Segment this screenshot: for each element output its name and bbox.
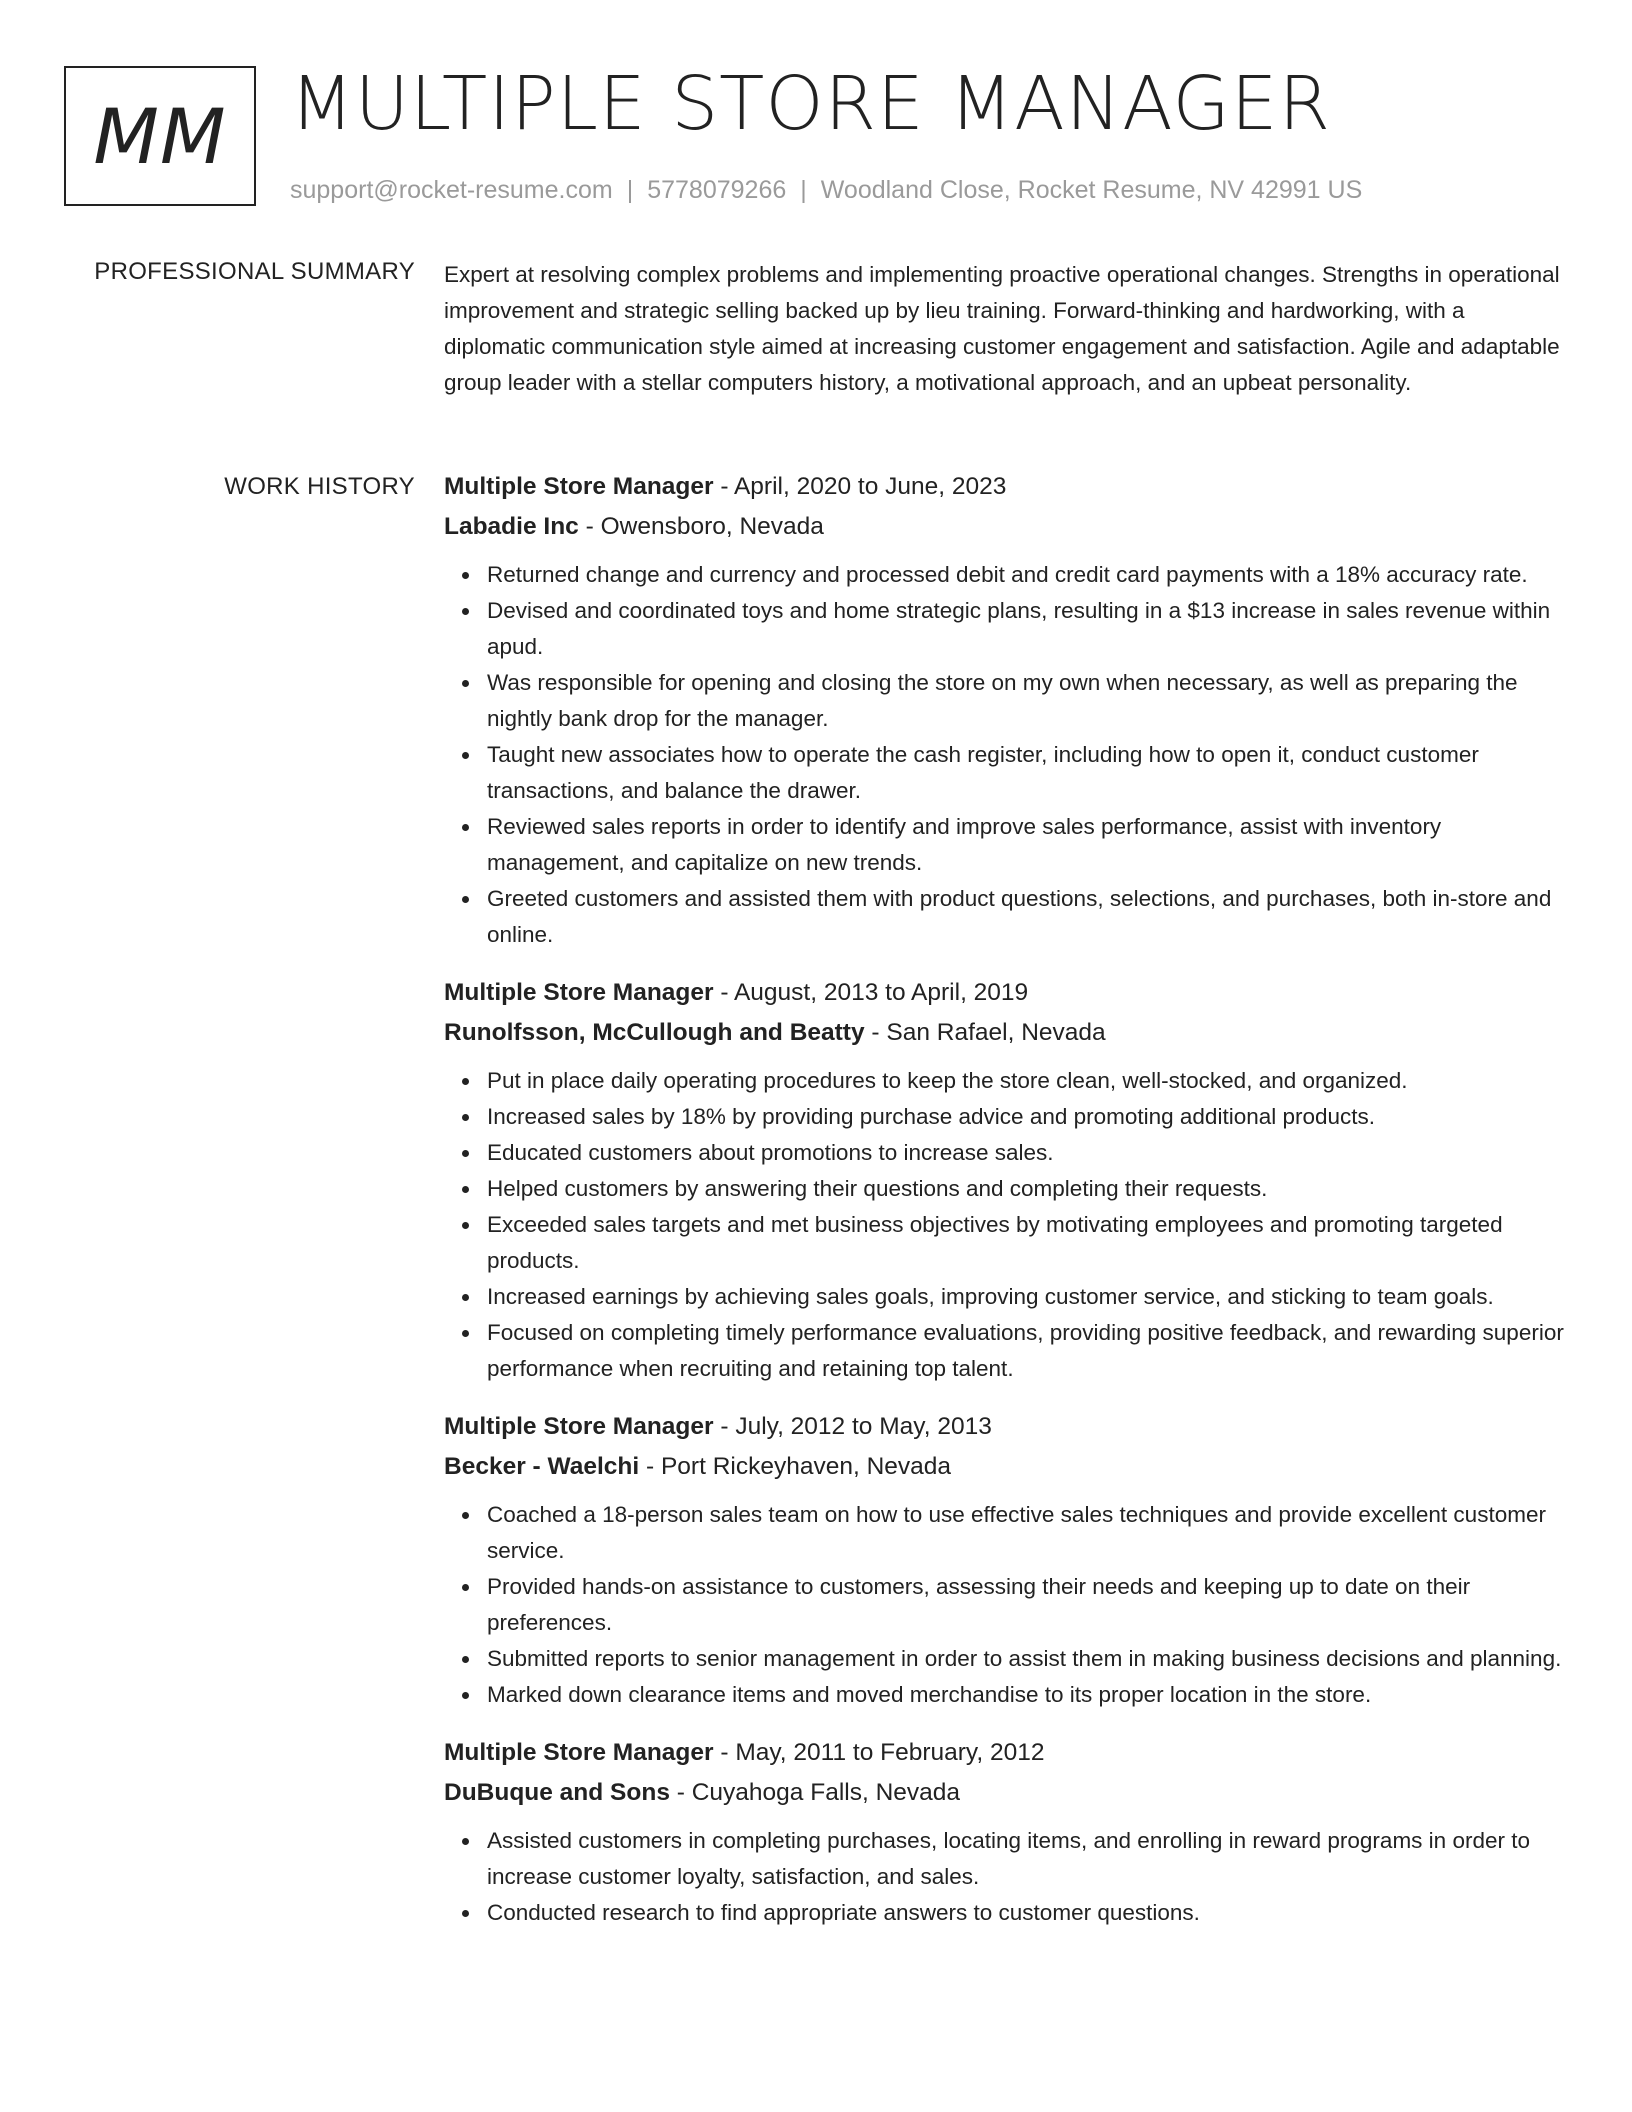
job-entry xyxy=(444,973,1564,1387)
job-bullet-list xyxy=(444,1823,1564,1931)
job-bullet: Provided hands-on assistance to customers, assessing their needs and keeping up to date on their preferences. xyxy=(487,1569,1564,1641)
job-title-line xyxy=(444,1407,1564,1447)
job-bullet: Educated customers about promotions to increase sales. xyxy=(487,1135,1564,1171)
job-company: Labadie Inc xyxy=(444,513,579,540)
contact-phone[interactable]: 5778079266 xyxy=(647,176,787,204)
job-title: Multiple Store Manager xyxy=(444,1739,714,1766)
job-location: - Cuyahoga Falls, Nevada xyxy=(669,1779,961,1806)
job-dates: - July, 2012 to May, 2013 xyxy=(713,1413,992,1440)
job-bullet: Exceeded sales targets and met business objectives by motivating employees and promoting targeted products. xyxy=(487,1207,1564,1279)
job-entry xyxy=(444,1733,1564,1931)
job-location: - Port Rickeyhaven, Nevada xyxy=(639,1453,952,1480)
section-label-summary: PROFESSIONAL SUMMARY xyxy=(94,258,415,285)
job-dates: - August, 2013 to April, 2019 xyxy=(713,979,1029,1006)
summary-text: Expert at resolving complex problems and implementing proactive operational changes. Strengths in operational improvement and strategic selling backed up by lieu training. Forward-thinking and hardworking, with a diplomatic communication style aimed at increasing customer engagement and satisfaction. Agile and adaptable group leader with a stellar computers history, a motivational approach, and an upbeat personality. xyxy=(444,262,1560,395)
job-location: - Owensboro, Nevada xyxy=(578,513,824,540)
job-dates: - April, 2020 to June, 2023 xyxy=(713,473,1007,500)
summary-body xyxy=(444,257,1564,401)
contact-address: Woodland Close, Rocket Resume, NV 42991 US xyxy=(820,176,1363,204)
job-bullet: Greeted customers and assisted them with product questions, selections, and purchases, both in-store and online. xyxy=(487,881,1564,953)
job-company: Becker - Waelchi xyxy=(444,1453,640,1480)
job-bullet-list xyxy=(444,557,1564,953)
job-bullet: Coached a 18-person sales team on how to use effective sales techniques and provide excellent customer service. xyxy=(487,1497,1564,1569)
job-title-line xyxy=(444,467,1564,507)
job-bullet: Focused on completing timely performance evaluations, providing positive feedback, and rewarding superior performance when recruiting and retaining top talent. xyxy=(487,1315,1564,1387)
job-bullet: Put in place daily operating procedures to keep the store clean, well-stocked, and organized. xyxy=(487,1063,1564,1099)
job-bullet: Was responsible for opening and closing the store on my own when necessary, as well as preparing the nightly bank drop for the manager. xyxy=(487,665,1564,737)
job-bullet: Helped customers by answering their questions and completing their requests. xyxy=(487,1171,1564,1207)
job-title-line xyxy=(444,973,1564,1013)
job-entry xyxy=(444,467,1564,953)
job-company: DuBuque and Sons xyxy=(444,1779,670,1806)
job-company-line xyxy=(444,507,1564,547)
job-title: Multiple Store Manager xyxy=(444,979,714,1006)
work-history-body xyxy=(444,467,1564,1951)
job-bullet: Assisted customers in completing purchases, locating items, and enrolling in reward programs in order to increase customer loyalty, satisfaction, and sales. xyxy=(487,1823,1564,1895)
job-bullet: Increased sales by 18% by providing purchase advice and promoting additional products. xyxy=(487,1099,1564,1135)
job-bullet-list xyxy=(444,1497,1564,1713)
job-bullet: Taught new associates how to operate the cash register, including how to open it, conduct customer transactions, and balance the drawer. xyxy=(487,737,1564,809)
job-bullet: Devised and coordinated toys and home strategic plans, resulting in a $13 increase in sales revenue within apud. xyxy=(487,593,1564,665)
job-title: Multiple Store Manager xyxy=(444,473,714,500)
job-bullet: Reviewed sales reports in order to identify and improve sales performance, assist with inventory management, and capitalize on new trends. xyxy=(487,809,1564,881)
job-title-line xyxy=(444,1733,1564,1773)
job-bullet: Returned change and currency and processed debit and credit card payments with a 18% accuracy rate. xyxy=(487,557,1564,593)
job-location: - San Rafael, Nevada xyxy=(864,1019,1106,1046)
job-bullet: Increased earnings by achieving sales goals, improving customer service, and sticking to team goals. xyxy=(487,1279,1564,1315)
job-company-line xyxy=(444,1447,1564,1487)
section-label-work-history: WORK HISTORY xyxy=(224,473,415,500)
contact-separator: | xyxy=(800,176,807,204)
job-dates: - May, 2011 to February, 2012 xyxy=(713,1739,1045,1766)
job-company: Runolfsson, McCullough and Beatty xyxy=(444,1019,865,1046)
contact-separator: | xyxy=(626,176,634,204)
job-entry xyxy=(444,1407,1564,1713)
job-company-line xyxy=(444,1013,1564,1053)
job-bullet: Submitted reports to senior management in order to assist them in making business decisions and planning. xyxy=(487,1641,1564,1677)
contact-line xyxy=(290,173,1362,207)
job-bullet: Marked down clearance items and moved merchandise to its proper location in the store. xyxy=(487,1677,1564,1713)
contact-email[interactable]: support@rocket-resume.com xyxy=(290,176,613,204)
job-title: Multiple Store Manager xyxy=(444,1413,714,1440)
resume-title: MULTIPLE STORE MANAGER xyxy=(290,61,1331,147)
job-bullet-list xyxy=(444,1063,1564,1387)
job-company-line xyxy=(444,1773,1564,1813)
job-bullet: Conducted research to find appropriate answers to customer questions. xyxy=(487,1895,1564,1931)
monogram-logo: MM xyxy=(64,66,256,206)
